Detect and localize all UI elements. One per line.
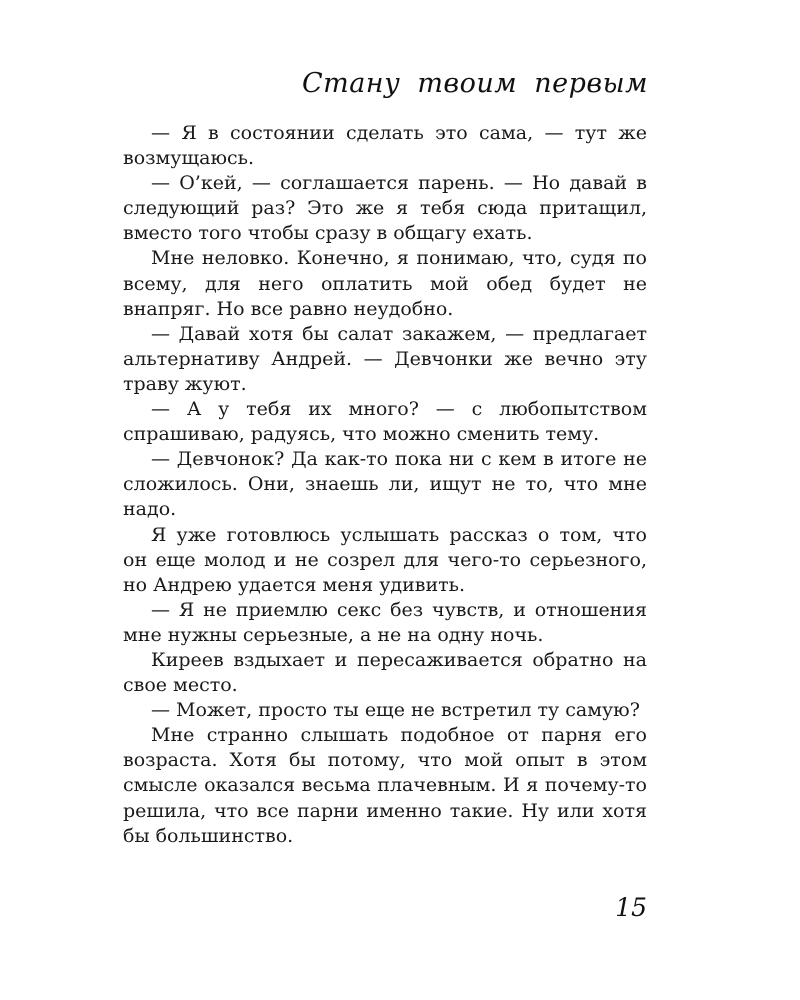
running-head-title: Стану твоим первым xyxy=(301,68,648,99)
paragraph-2: — О’кей, — соглашается парень. — Но давай в следующий раз? Это же я тебя сюда притащил, вместо того чтобы сразу в общагу ехать. xyxy=(123,172,647,245)
paragraph-5: — А у тебя их много? — с любопытством спрашиваю, радуясь, что можно сменить тему. xyxy=(123,398,647,446)
paragraph-1: — Я в состоянии сделать это сама, — тут же возмущаюсь. xyxy=(123,122,647,170)
paragraph-7: Я уже готовлюсь услышать рассказ о том, что он еще молод и не созрел для чего-то серьезного, но Андрею удается меня удивить. xyxy=(123,523,647,596)
paragraph-6: — Девчонок? Да как-то пока ни с кем в итоге не сложилось. Они, знаешь ли, ищут не то, что мне надо. xyxy=(123,448,647,521)
paragraph-10: — Может, просто ты еще не встретил ту самую? xyxy=(151,699,640,722)
paragraph-3: Мне неловко. Конечно, я понимаю, что, судя по всему, для него оплатить мой обед будет не внапряг. Но все равно неудобно. xyxy=(123,247,647,320)
paragraph-8: — Я не приемлю секс без чувств, и отношения мне нужны серьезные, а не на одну ночь. xyxy=(123,598,647,646)
body-text xyxy=(123,121,647,849)
page-number: 15 xyxy=(615,893,647,922)
paragraph-4: — Давай хотя бы салат закажем, — предлагает альтернативу Андрей. — Девчонки же вечно эту траву жуют. xyxy=(123,322,647,395)
paragraph-11: Мне странно слышать подобное от парня его возраста. Хотя бы потому, что мой опыт в этом смысле оказался весьма плачевным. И я почему-то решила, что все парни именно такие. Ну или хотя бы большинство. xyxy=(123,724,647,847)
paragraph-9: Киреев вздыхает и пересаживается обратно на свое место. xyxy=(123,648,647,697)
